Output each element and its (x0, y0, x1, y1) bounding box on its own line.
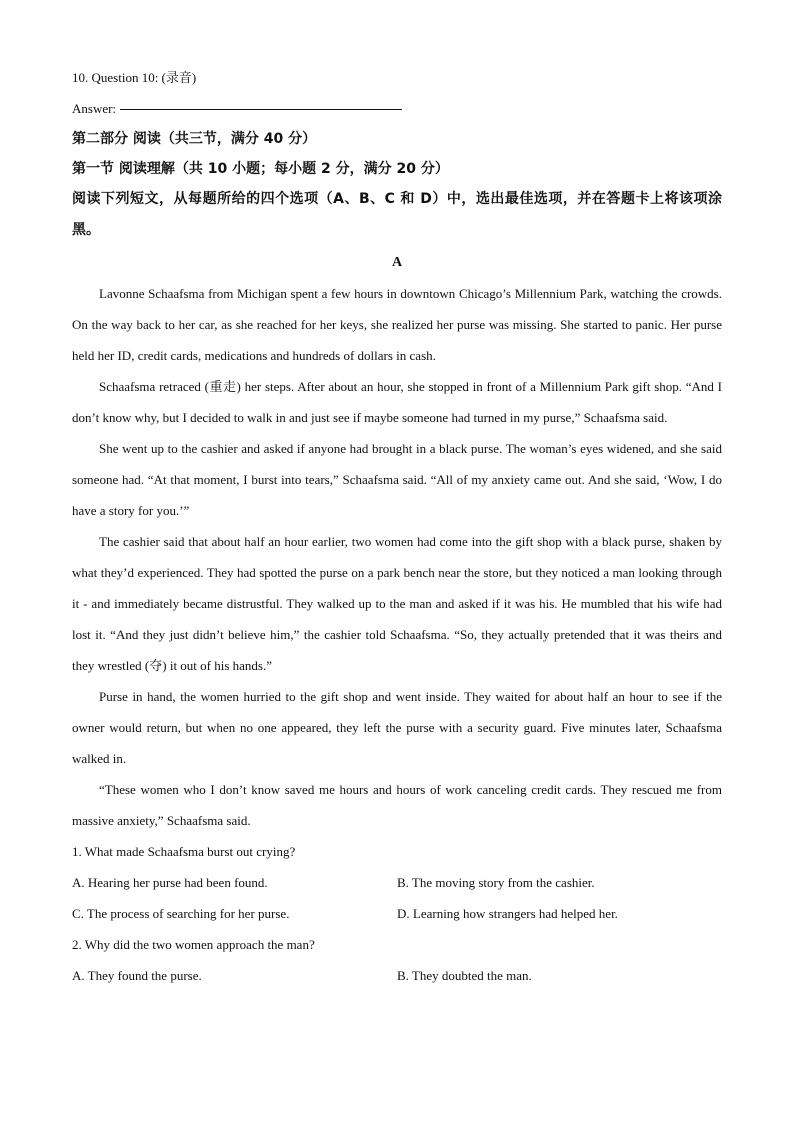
question-1-options-row-2 (72, 898, 722, 929)
question-2-options-row-1 (72, 960, 722, 991)
answer-row (72, 93, 722, 124)
passage-paragraph: Purse in hand, the women hurried to the gift shop and went inside. They waited for about half an hour to see if the owner would return, but when no one appeared, they left the purse with a security guard. Five minutes later, Schaafsma walked in. (72, 689, 722, 766)
answer-label: Answer: (72, 101, 117, 116)
passage-paragraph: Lavonne Schaafsma from Michigan spent a few hours in downtown Chicago’s Millennium Park, watching the crowds. On the way back to her car, as she reached for her keys, she realized her purse was missing. She started to panic. Her purse held her ID, credit cards, medications and hundreds of dollars in cash. (72, 286, 722, 363)
passage-paragraph: “These women who I don’t know saved me hours and hours of work canceling credit cards. They rescued me from massive anxiety,” Schaafsma said. (72, 782, 722, 828)
question-1-stem: 1. What made Schaafsma burst out crying? (72, 844, 296, 859)
section-one-heading: 第一节 阅读理解（共 10 小题；每小题 2 分，满分 20 分） (72, 161, 449, 177)
passage-paragraph: The cashier said that about half an hour earlier, two women had come into the gift shop with a black purse, shaken by what they’d experienced. They had spotted the purse on a park bench near the store, but they noticed a man looking through it - and immediately became distrustful. They walked up to the man and asked if it was his. He mumbled that his wife had lost it. “And they just didn’t believe him,” the cashier told Schaafsma. “So, they actually pretended that it was theirs and they wrestled (夺) it out of his hands.” (72, 534, 722, 673)
question-10-label: 10. Question 10: (录音) (72, 70, 197, 85)
option-a[interactable]: A. Hearing her purse had been found. (72, 875, 268, 890)
passage-paragraph: She went up to the cashier and asked if anyone had brought in a black purse. The woman’s eyes widened, and she said someone had. “At that moment, I burst into tears,” Schaafsma said. “All of my anxiety came out. And she said, ‘Wow, I do have a story for you.’” (72, 441, 722, 518)
passage-paragraph: Schaafsma retraced (重走) her steps. After about an hour, she stopped in front of a Millennium Park gift shop. “And I don’t know why, but I decided to walk in and just see if maybe someone had turned in my purse,” Schaafsma said. (72, 379, 722, 425)
option-b[interactable]: B. The moving story from the cashier. (397, 875, 595, 890)
part-two-heading: 第二部分 阅读（共三节，满分 40 分） (72, 131, 317, 147)
answer-blank[interactable] (120, 109, 402, 110)
option-d[interactable]: D. Learning how strangers had helped her. (397, 906, 618, 921)
question-1-options-row-1 (72, 867, 722, 898)
exam-page (72, 62, 722, 991)
option-c[interactable]: C. The process of searching for her purse. (72, 906, 290, 921)
question-2-stem: 2. Why did the two women approach the man? (72, 937, 315, 952)
passage-title: A (391, 255, 403, 270)
instructions: 阅读下列短文，从每题所给的四个选项（A、B、C 和 D）中，选出最佳选项，并在答题卡上将该项涂黑。 (72, 191, 722, 238)
option-b[interactable]: B. They doubted the man. (397, 968, 532, 983)
option-a[interactable]: A. They found the purse. (72, 968, 202, 983)
